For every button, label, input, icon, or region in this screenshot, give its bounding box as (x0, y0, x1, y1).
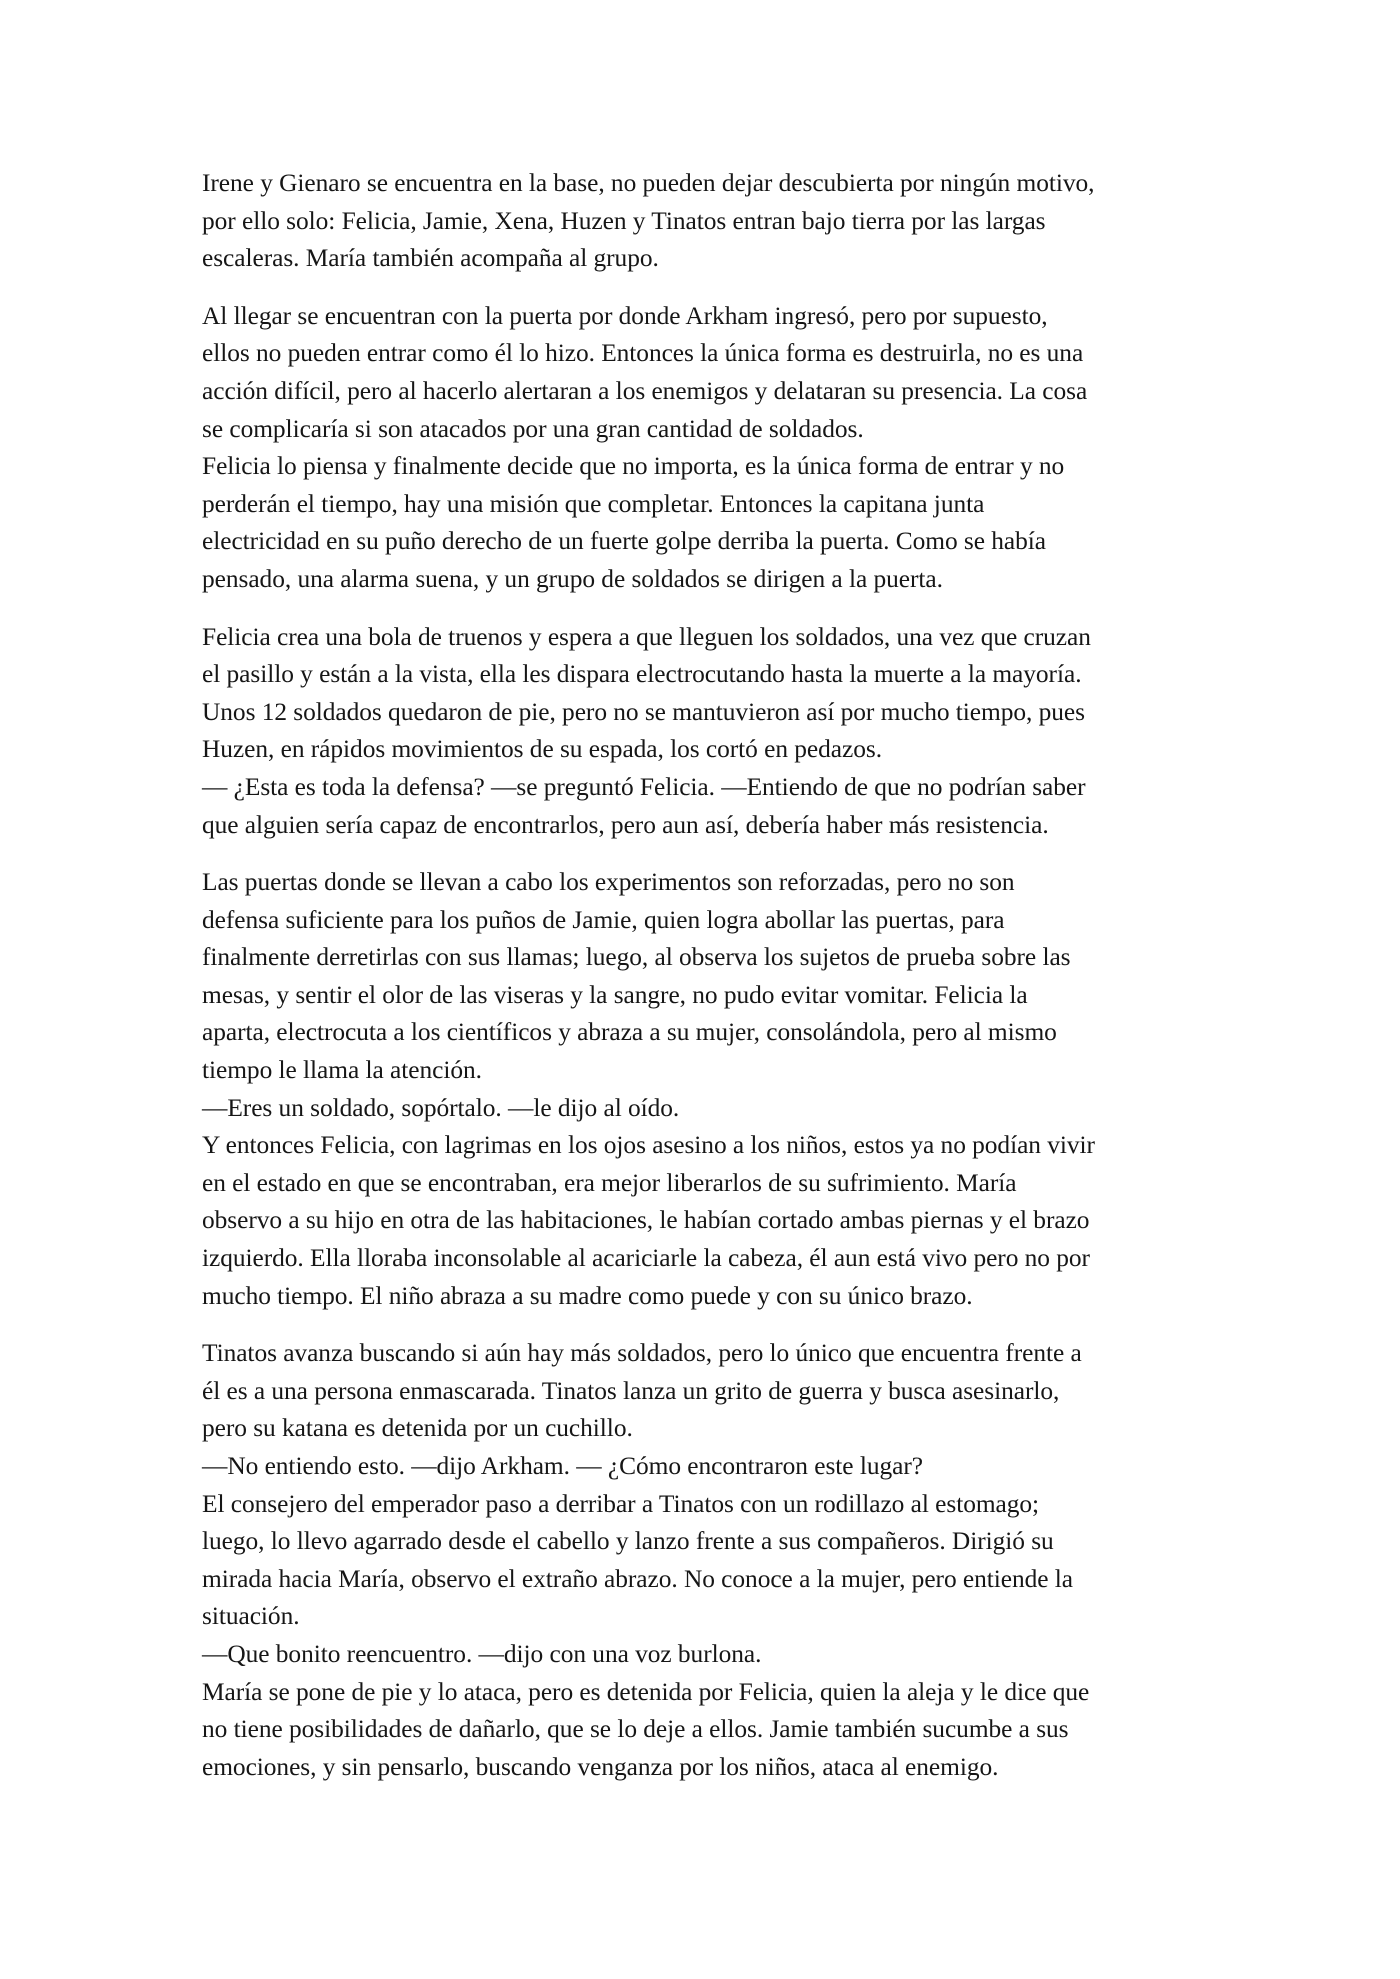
text-line: María se pone de pie y lo ataca, pero es detenida por Felicia, quien la aleja y le dice que (202, 1677, 1090, 1706)
text-line: El consejero del emperador paso a derribar a Tinatos con un rodillazo al estomago; (202, 1489, 1040, 1518)
text-line: por ello solo: Felicia, Jamie, Xena, Huzen y Tinatos entran bajo tierra por las largas (202, 206, 1046, 235)
text-line: Al llegar se encuentran con la puerta por donde Arkham ingresó, pero por supuesto, (202, 301, 1048, 330)
text-line: en el estado en que se encontraban, era mejor liberarlos de su sufrimiento. María (202, 1168, 1017, 1197)
paragraph (202, 165, 1212, 278)
text-line: —Eres un soldado, sopórtalo. —le dijo al oído. (202, 1093, 680, 1122)
paragraph (202, 619, 1212, 845)
text-line: finalmente derretirlas con sus llamas; luego, al observa los sujetos de prueba sobre las (202, 943, 1071, 972)
text-line: Y entonces Felicia, con lagrimas en los ojos asesino a los niños, estos ya no podían vivir (202, 1131, 1095, 1160)
text-line: Unos 12 soldados quedaron de pie, pero no se mantuvieron así por mucho tiempo, pues (202, 697, 1085, 726)
text-line: —No entiendo esto. —dijo Arkham. — ¿Cómo encontraron este lugar? (202, 1452, 923, 1480)
text-line: defensa suficiente para los puños de Jamie, quien logra abollar las puertas, para (202, 905, 1005, 934)
text-line: ellos no pueden entrar como él lo hizo. Entonces la única forma es destruirla, no es una (202, 339, 1084, 368)
text-line: electricidad en su puño derecho de un fuerte golpe derriba la puerta. Como se había (202, 527, 1046, 556)
paragraph (202, 1335, 1212, 1786)
body-text (202, 165, 1212, 1786)
text-line: Irene y Gienaro se encuentra en la base, no pueden dejar descubierta por ningún motivo, (202, 169, 1095, 197)
text-line: él es a una persona enmascarada. Tinatos lanza un grito de guerra y busca asesinarlo, (202, 1376, 1060, 1405)
text-line: situación. (202, 1602, 300, 1631)
text-line: aparta, electrocuta a los científicos y abraza a su mujer, consolándola, pero al mismo (202, 1018, 1057, 1047)
text-line: pensado, una alarma suena, y un grupo de soldados se dirigen a la puerta. (202, 564, 943, 593)
text-line: no tiene posibilidades de dañarlo, que se lo deje a ellos. Jamie también sucumbe a sus (202, 1715, 1069, 1744)
text-line: izquierdo. Ella lloraba inconsolable al acariciarle la cabeza, él aun está vivo pero no por (202, 1244, 1090, 1273)
text-line: escaleras. María también acompaña al grupo. (202, 244, 659, 273)
text-line: mirada hacia María, observo el extraño abrazo. No conoce a la mujer, pero entiende la (202, 1564, 1074, 1593)
text-line: emociones, y sin pensarlo, buscando venganza por los niños, ataca al enemigo. (202, 1752, 999, 1781)
text-line: Huzen, en rápidos movimientos de su espada, los cortó en pedazos. (202, 735, 883, 764)
text-line: perderán el tiempo, hay una misión que completar. Entonces la capitana junta (202, 489, 985, 518)
text-line: pero su katana es detenida por un cuchillo. (202, 1414, 633, 1443)
text-line: se complicaría si son atacados por una gran cantidad de soldados. (202, 414, 864, 443)
text-line: Las puertas donde se llevan a cabo los experimentos son reforzadas, pero no son (202, 868, 1015, 897)
text-line: que alguien sería capaz de encontrarlos, pero aun así, debería haber más resistencia. (202, 810, 1049, 839)
text-line: el pasillo y están a la vista, ella les dispara electrocutando hasta la muerte a la mayoría. (202, 660, 1082, 689)
text-line: Felicia crea una bola de truenos y espera a que lleguen los soldados, una vez que cruzan (202, 622, 1091, 651)
text-line: luego, lo llevo agarrado desde el cabello y lanzo frente a sus compañeros. Dirigió su (202, 1527, 1054, 1556)
paragraph (202, 298, 1212, 599)
text-line: tiempo le llama la atención. (202, 1056, 482, 1085)
text-line: — ¿Esta es toda la defensa? —se preguntó Felicia. —Entiendo de que no podrían saber (202, 772, 1086, 801)
text-line: acción difícil, pero al hacerlo alertaran a los enemigos y delataran su presencia. La cosa (202, 376, 1088, 405)
text-line: mucho tiempo. El niño abraza a su madre como puede y con su único brazo. (202, 1281, 973, 1310)
text-line: —Que bonito reencuentro. —dijo con una voz burlona. (202, 1639, 762, 1668)
text-line: Tinatos avanza buscando si aún hay más soldados, pero lo único que encuentra frente a (202, 1339, 1082, 1368)
paragraph (202, 864, 1212, 1315)
text-line: Felicia lo piensa y finalmente decide que no importa, es la única forma de entrar y no (202, 452, 1065, 481)
text-line: mesas, y sentir el olor de las viseras y la sangre, no pudo evitar vomitar. Felicia la (202, 980, 1028, 1009)
text-line: observo a su hijo en otra de las habitaciones, le habían cortado ambas piernas y el brazo (202, 1206, 1090, 1235)
